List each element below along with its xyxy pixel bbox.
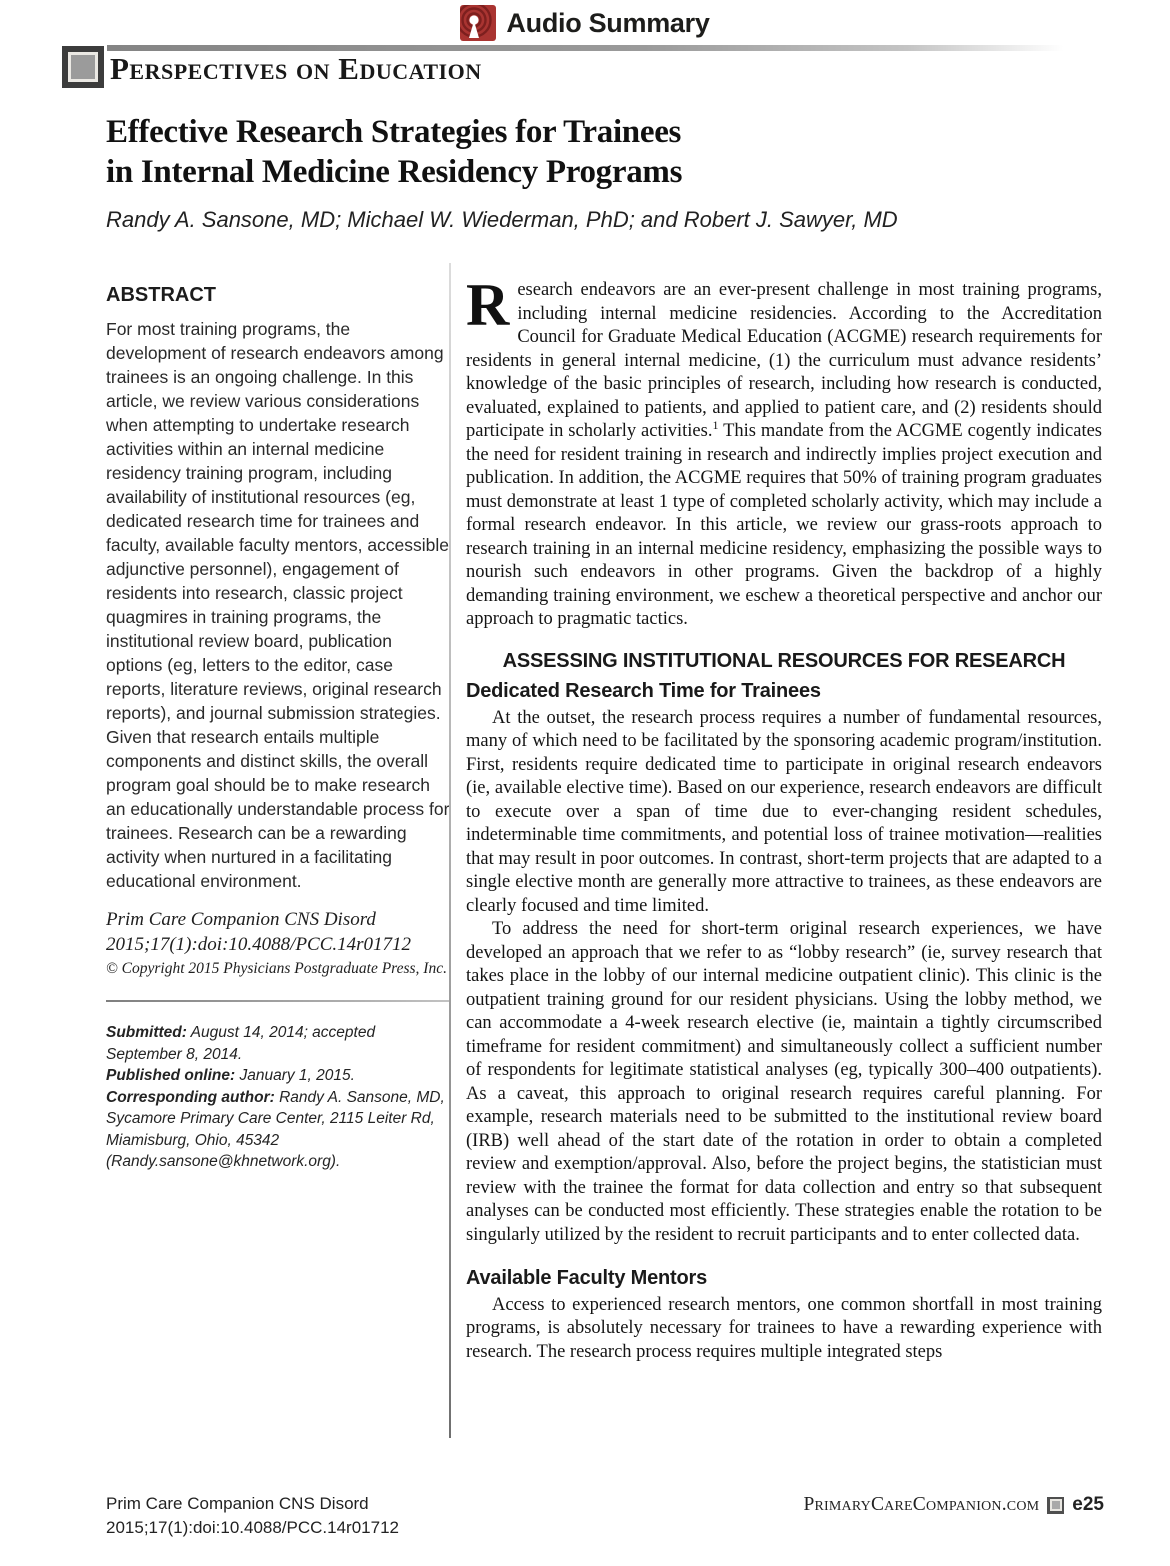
- footer-square-icon-inner: [1050, 1499, 1062, 1511]
- abstract-heading: ABSTRACT: [106, 284, 216, 306]
- dropcap-letter: R: [466, 279, 510, 338]
- intro-text-after-reference: This mandate from the ACGME cogently indicates the need for resident training in research and indirectly implies project execution and publication. In addition, the ACGME requires that 50% of training program graduates must demonstrate at least 1 type of completed scholarly activity, which may include a formal research endeavor. In this article, we review our grass-roots approach to research training in an internal medicine residency, emphasizing the possible ways to nourish such endeavors in other programs. Given the backdrop of a highly demanding training environment, we eschew a theoretical perspective and anchor our approach to pragmatic tactics.: [466, 421, 1102, 629]
- section-heading-assessing-resources: ASSESSING INSTITUTIONAL RESOURCES FOR RESEARCH: [502, 649, 1066, 672]
- section-square-icon: [62, 46, 104, 88]
- paragraph-dedicated-time: At the outset, the research process requires a number of fundamental resources, many of which need to be facilitated by the sponsoring academic program/institution. First, residents require dedicated time to participate in original research endeavors (ie, available elective time). Based on our experience, research endeavors are difficult to execute over a span of time due to ever-changing resident schedules, indeterminable time commitments, and potential loss of trainee motivation—realities that may result in poor outcomes. In contrast, short-term projects that are adapted to a single elective month are generally more attractive to trainees, as these endeavors are clearly focused and time limited.: [466, 707, 1102, 916]
- footer-page-number: e25: [1072, 1494, 1104, 1515]
- abstract-divider-rule: [106, 1000, 450, 1002]
- article-authors: Randy A. Sansone, MD; Michael W. Wiederman, PhD; and Robert J. Sawyer, MD: [106, 207, 898, 232]
- footer-site-info: [803, 1494, 1104, 1516]
- corresponding-author-line: [106, 1087, 450, 1173]
- article-title: [106, 112, 1006, 192]
- audio-summary-icon: [460, 5, 496, 41]
- abstract-body: For most training programs, the development of research endeavors among trainees is an ongoing challenge. In this article, we review various considerations when attempting to undertake research activities within an internal medicine residency training program, including availability of institutional resources (eg, dedicated research time for trainees and faculty, available faculty mentors, accessible adjunctive personnel), engagement of residents into research, classic project quagmires in training programs, the institutional review board, publication options (eg, letters to the editor, case reports, literature reviews, original research reports), and journal submission strategies. Given that research entails multiple components and distinct skills, the overall program goal should be to make research an educationally understandable process for trainees. Research can be a rewarding activity when nurtured in a facilitating educational environment.: [106, 319, 450, 891]
- footer-site-url: PrimaryCareCompanion.com: [803, 1494, 1040, 1515]
- audio-summary-label: Audio Summary: [506, 7, 710, 38]
- submitted-text: August 14, 2014; accepted September 8, 2014.: [106, 1024, 376, 1063]
- submitted-label: Submitted:: [106, 1024, 187, 1041]
- intro-paragraph: [466, 279, 1102, 632]
- paragraph-faculty-mentors: Access to experienced research mentors, one common shortfall in most training programs, is absolutely necessary for trainees to have a rewarding experience with research. The research process requires multiple integrated steps: [466, 1294, 1102, 1362]
- column-divider: [449, 263, 451, 1438]
- corresponding-author-label: Corresponding author:: [106, 1088, 275, 1106]
- footer-journal-info: [106, 1492, 399, 1540]
- paragraph-lobby-research: To address the need for short-term original research experiences, we have developed an approach that we refer to as “lobby research” (ie, survey research that takes place in the lobby of our internal medicine outpatient clinic). This clinic is the outpatient training ground for our resident physicians. Using the lobby method, we can accommodate a 4-week research elective (ie, maintain a tightly circumscribed timeframe for resident commitment) and simultaneously collect a sufficient number of respondents for legitimate statistical analyses (eg, typically 300–400 outpatients). As a caveat, this approach to original research requires careful planning. For example, research materials need to be submitted to the institutional review board (IRB) well ahead of the start date of the rotation in order to obtain a completed review and exemption/approval. Also, before the project begins, the statistician must review with the trainee the format for data collection and entry so that subsequent analyses can be conducted most efficiently. These strategies enable the rotation to be singularly utilized by the resident to recruit participants and to enter collected data.: [466, 919, 1102, 1245]
- audio-summary-banner[interactable]: [0, 2, 1170, 44]
- published-online-text: January 1, 2015.: [235, 1067, 355, 1084]
- subsection-heading-dedicated-time: Dedicated Research Time for Trainees: [466, 680, 821, 702]
- footer-journal-doi: 2015;17(1):doi:10.4088/PCC.14r01712: [106, 1518, 399, 1537]
- intro-text-before-reference: esearch endeavors are an ever-present challenge in most training programs, including internal medicine residencies. According to the Accreditation Council for Graduate Medical Education (ACGME) research requirements for residents in general internal medicine, (1) the curriculum must advance residents’ knowledge of the basic principles of research, including how research is conducted, evaluated, explained to patients, and applied to patient care, and (2) residents should participate in scholarly activities.: [466, 280, 1102, 441]
- reference-1-superscript: 1: [712, 417, 719, 432]
- section-square-icon-inner: [68, 52, 98, 82]
- footer-square-icon: [1047, 1497, 1064, 1514]
- subsection-heading-faculty-mentors: Available Faculty Mentors: [466, 1267, 707, 1289]
- article-title-line2: in Internal Medicine Residency Programs: [106, 154, 683, 190]
- published-online-label: Published online:: [106, 1067, 236, 1084]
- abstract-column: [106, 284, 450, 1173]
- footer-journal-name: Prim Care Companion CNS Disord: [106, 1494, 369, 1513]
- article-title-line1: Effective Research Strategies for Trainees: [106, 114, 682, 150]
- abstract-citation: Prim Care Companion CNS Disord 2015;17(1):doi:10.4088/PCC.14r01712: [106, 909, 412, 955]
- submitted-line: [106, 1022, 450, 1065]
- article-header: [106, 112, 1006, 233]
- section-title: Perspectives on Education: [110, 51, 482, 86]
- body-column: [466, 279, 1102, 1491]
- abstract-copyright: © Copyright 2015 Physicians Postgraduate Press, Inc.: [106, 960, 447, 977]
- published-online-line: [106, 1065, 450, 1087]
- corresponding-author-text: Randy A. Sansone, MD, Sycamore Primary Care Center, 2115 Leiter Rd, Miamisburg, Ohio, 45342 (Randy.sansone@khnetwork.org).: [106, 1088, 445, 1170]
